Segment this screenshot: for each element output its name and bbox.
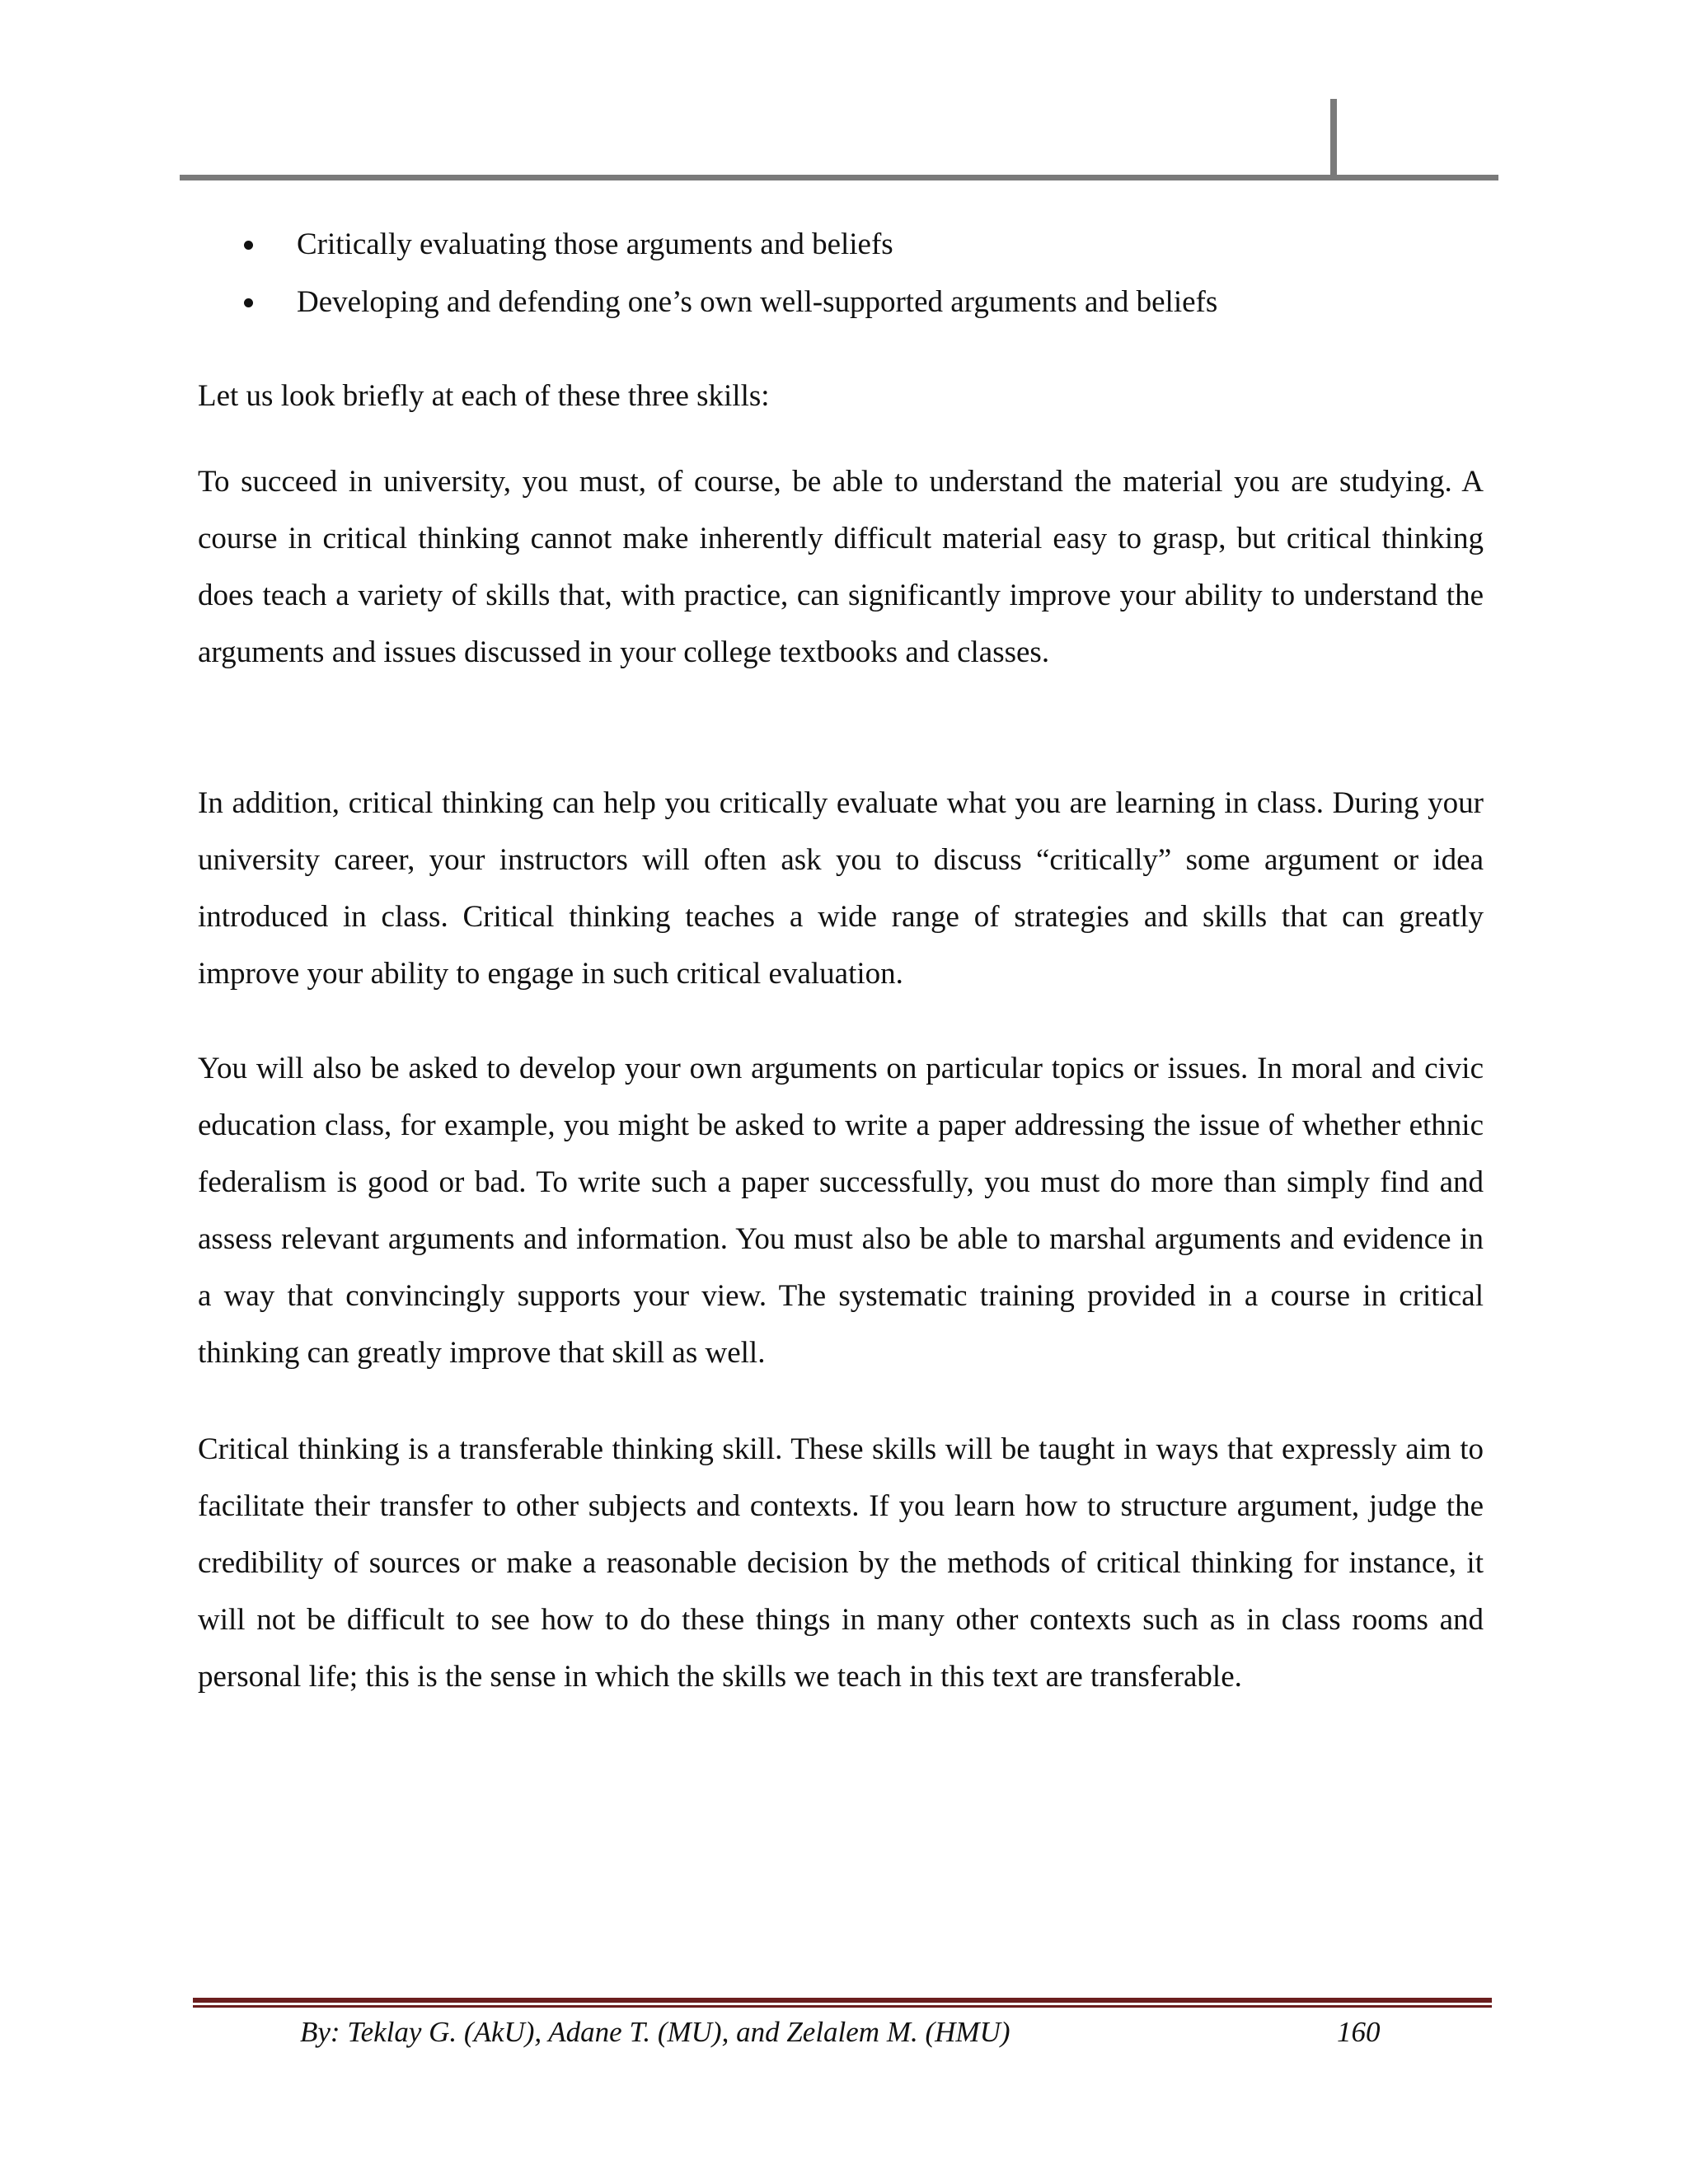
intro-sentence: Let us look briefly at each of these three skills: [198,379,770,413]
list-item-text: Critically evaluating those arguments and beliefs [297,227,893,261]
page-number: 160 [1337,2016,1381,2048]
paragraph-understanding: To succeed in university, you must, of course, be able to understand the material you are studying. A course in critical thinking cannot make inherently difficult material easy to grasp, but critical thinking does teach a variety of skills that, with practice, can significantly improve your ability to understand the arguments and issues discussed in your college textbooks and classes. [198,465,1484,669]
paragraph-own-arguments: You will also be asked to develop your own arguments on particular topics or issues. In moral and civic education class, for example, you might be asked to write a paper addressing the issue of whether ethnic federalism is good or bad. To write such a paper successfully, you must do more than simply find and assess relevant arguments and information. You must also be able to marshal arguments and evidence in a way that convincingly supports your view. The systematic training provided in a course in critical thinking can greatly improve that skill as well. [198,1052,1484,1370]
header-tab-mark [1330,99,1337,178]
footer-authors: By: Teklay G. (AkU), Adane T. (MU), and Zelalem M. (HMU) [300,2016,1010,2048]
skills-bullet-list [198,216,1484,331]
paragraph-transferable: Critical thinking is a transferable thinking skill. These skills will be taught in ways that expressly aim to facilitate their transfer to other subjects and contexts. If you learn how to structure argument, judge the credibility of sources or make a reasonable decision by the methods of critical thinking for instance, it will not be difficult to see how to do these things in many other contexts such as in class rooms and personal life; this is the sense in which the skills we teach in this text are transferable. [198,1432,1484,1694]
bullet-icon [244,241,253,250]
list-item [198,274,1484,331]
list-item-text: Developing and defending one’s own well-supported arguments and beliefs [297,285,1218,319]
bullet-icon [244,298,253,307]
header-rule [180,175,1498,180]
footer-rule-secondary [193,2005,1492,2008]
list-item [198,216,1484,274]
footer-rule [193,1998,1492,2003]
paragraph-evaluation: In addition, critical thinking can help you critically evaluate what you are learning in class. During your university career, your instructors will often ask you to discuss “critically” some argument or idea introduced in class. Critical thinking teaches a wide range of strategies and skills that can greatly improve your ability to engage in such critical evaluation. [198,786,1484,991]
